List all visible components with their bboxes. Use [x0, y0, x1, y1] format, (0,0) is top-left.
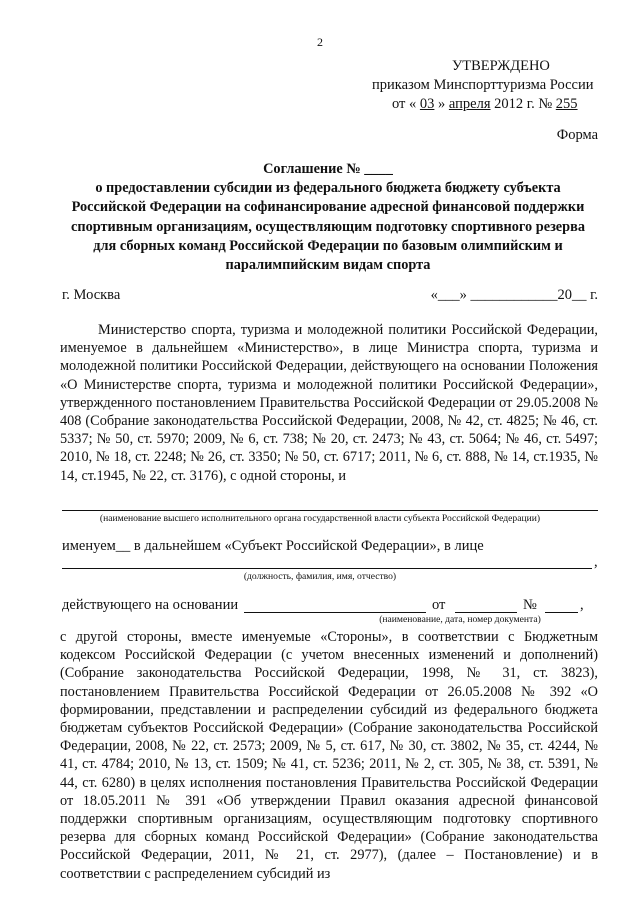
approval-date-line: от « 03 » апреля 2012 г. № 255: [392, 96, 578, 112]
approval-block: [372, 57, 593, 114]
title-line: о предоставлении субсидии из федерального бюджета бюджету субъекта: [95, 180, 561, 197]
title-line: Соглашение № ____: [263, 161, 393, 177]
basis-num: №: [523, 597, 537, 613]
approval-heading: УТВЕРЖДЕНО: [452, 58, 550, 74]
title-line: паралимпийским видам спорта: [225, 257, 431, 274]
caption-person: (должность, фамилия, имя, отчество): [243, 571, 397, 582]
basis-prefix: действующего на основании: [62, 597, 239, 613]
approval-order-line: приказом Минспорттуризма России: [372, 77, 594, 93]
caption-document: (наименование, дата, номер документа): [379, 614, 541, 625]
title-line: для сборных команд Российской Федерации по базовым олимпийским и: [93, 237, 563, 254]
paragraph-parties: с другой стороны, вместе именуемые «Стороны», в соответствии с Бюджетным кодексом Российской Федерации (с учетом внесенных изменений и дополнений) (Собрание законодательства Российской Федерации, 1998, № 31, ст. 3823), постановлением Правительства Российской Федерации от 26.05.2008 № 392 «О формировании, представлении и распределении субсидий из федерального бюджета бюджетам субъектов Российской Федерации» (Собрание законодательства Российской Федерации, 2008, № 22, ст. 2573; 2009, № 5, ст. 617, № 30, ст. 3802, № 35, ст. 4244, № 41, ст. 4784; 2010, № 13, ст. 1509; № 41, ст. 5236; 2011, № 2, ст. 305, № 38, ст. 5391, № 44, ст. 6280) в целях исполнения постановления Правительства Российской Федерации от 18.05.2011 № 391 «Об утверждении Правил оказания адресной финансовой поддержки спортивным организациям, осуществляющим подготовку спортивного резерва для сборных команд Российской Федерации» (Собрание законодательства Российской Федерации, 2011, № 21, ст. 2977), (далее – Постановление) и в соответствии с распределением субсидий из: [60, 629, 598, 882]
comma: ,: [594, 554, 598, 570]
fill-line-doc-number: [545, 612, 578, 613]
fill-line-doc-date: [455, 612, 517, 613]
paragraph-ministry: Министерство спорта, туризма и молодежной политики Российской Федерации, именуемое в дальнейшем «Министерство», в лице Министра спорта, туризма и молодежной политики Российской Федерации, действующего на основании Положения «О Министерстве спорта, туризма и молодежной политики Российской Федерации», утвержденного постановлением Правительства Российской Федерации от 29.05.2008 № 408 (Собрание законодательства Российской Федерации, 2008, № 42, ст. 4825; № 46, ст. 5337; № 50, ст. 5970; 2009, № 6, ст. 738; № 20, ст. 2473; № 43, ст. 5064; № 46, ст. 5497; 2010, № 18, ст. 2248; № 26, ст. 3350; № 50, ст. 6717; 2011, № 6, ст. 888, № 14, ст.1935, № 14, ст.1945, № 22, ст. 3176), с одной стороны, и: [60, 322, 598, 484]
named-line: именуем__ в дальнейшем «Субъект Российской Федерации», в лице: [62, 538, 484, 554]
basis-end: ,: [580, 597, 584, 613]
fill-line-person: [62, 568, 592, 569]
approval-day: 03: [419, 96, 435, 112]
fill-line-subject-body: [62, 510, 598, 511]
city: г. Москва: [62, 287, 121, 303]
approval-month: апреля: [448, 96, 491, 112]
fill-line-document: [244, 612, 426, 613]
caption-subject-body: (наименование высшего исполнительного органа государственной власти субъекта Российской Федерации): [99, 513, 541, 524]
title-line: спортивным организациям, осуществляющим подготовку спортивного резерва: [71, 218, 585, 235]
date-blank: «___» ____________20__ г.: [430, 287, 598, 303]
form-label: Форма: [556, 127, 598, 143]
basis-ot: от: [432, 597, 446, 613]
page-number: 2: [317, 35, 323, 49]
title-line: Российской Федерации на софинансирование адресной финансовой поддержки: [71, 199, 585, 216]
agreement-title: [58, 160, 598, 275]
approval-number: 255: [555, 96, 578, 112]
